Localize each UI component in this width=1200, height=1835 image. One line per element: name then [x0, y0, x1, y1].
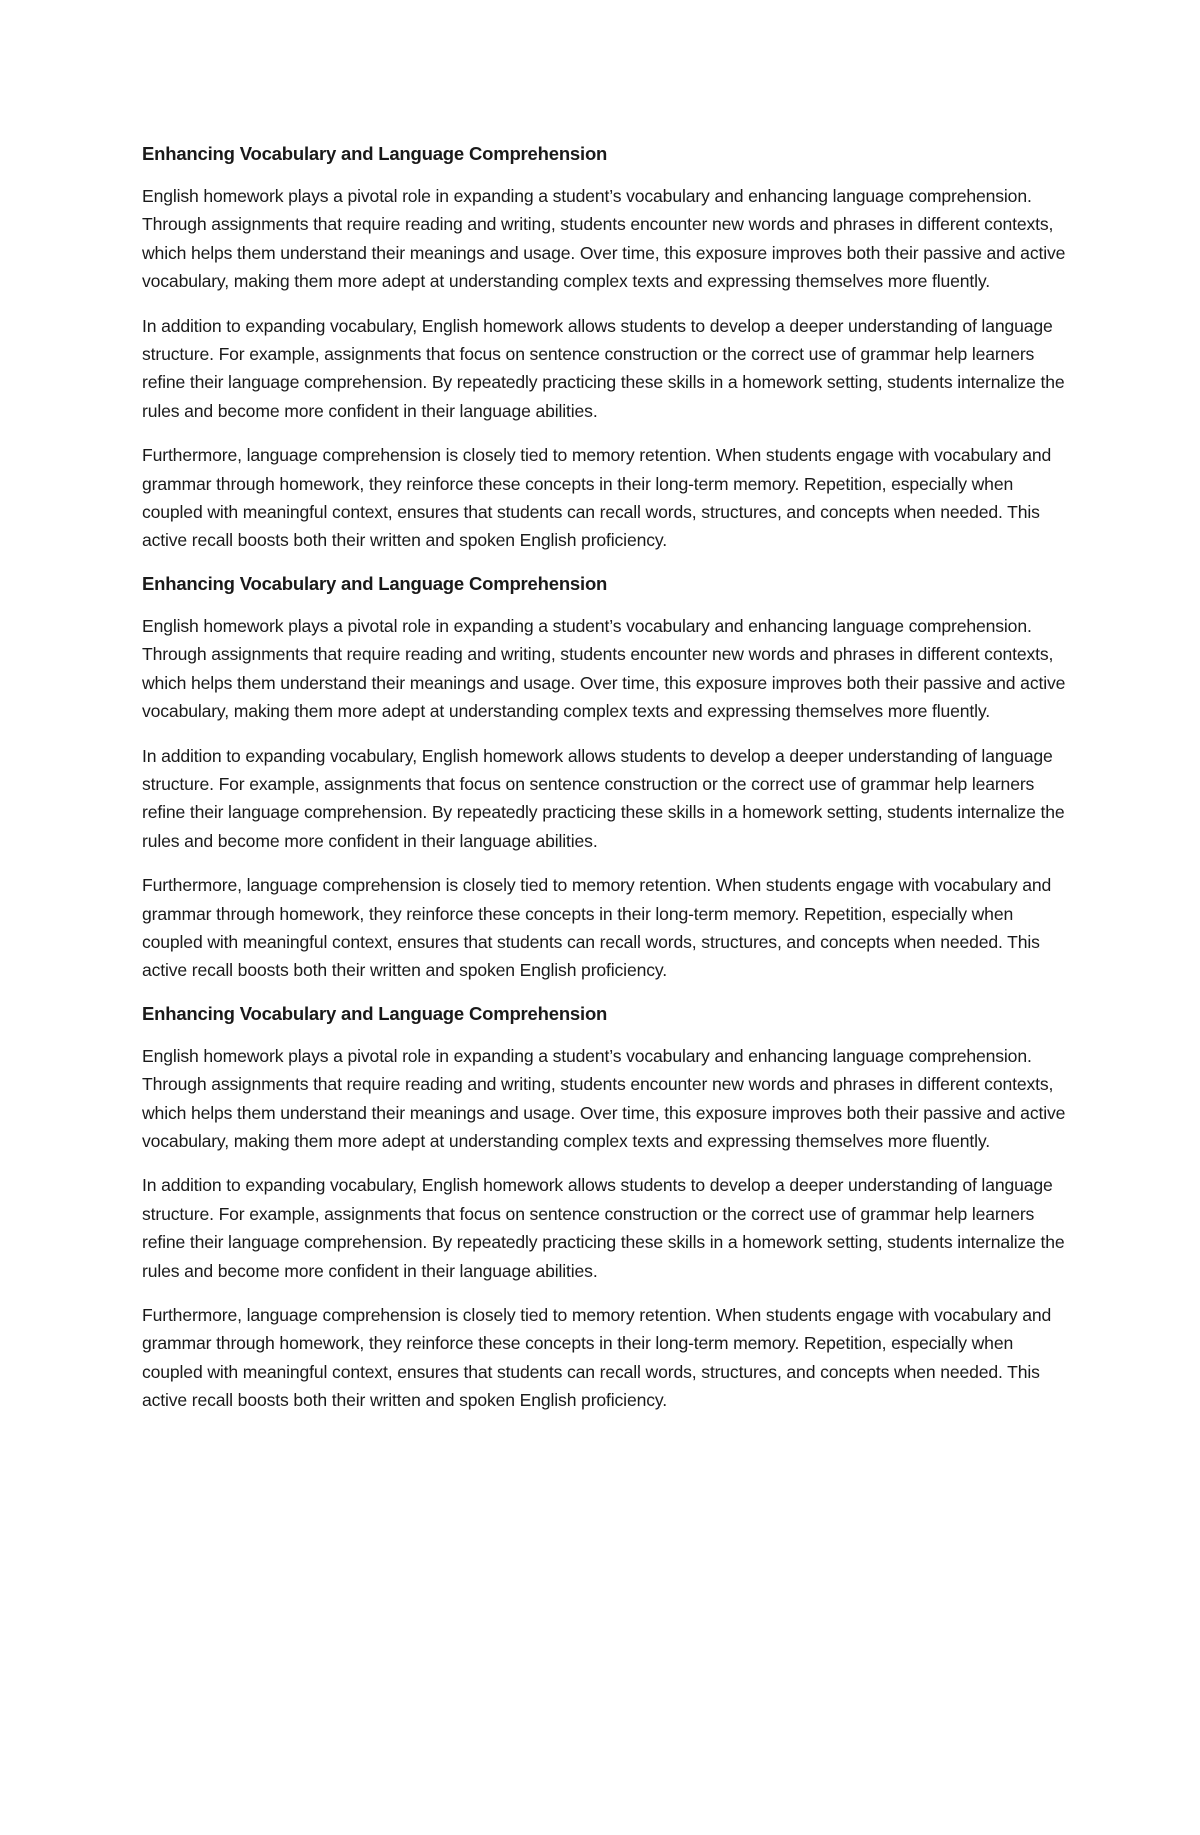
body-paragraph: Furthermore, language comprehension is closely tied to memory retention. When students engage with vocabulary and grammar through homework, they reinforce these concepts in their long-term memory. Repetition, especially when coupled with meaningful context, ensures that students can recall words, structures, and concepts when needed. This active recall boosts both their written and spoken English proficiency.	[142, 875, 1052, 981]
body-paragraph: English homework plays a pivotal role in expanding a student’s vocabulary and enhancing language comprehension. Through assignments that require reading and writing, students encounter new words and phrases in different contexts, which helps them understand their meanings and usage. Over time, this exposure improves both their passive and active vocabulary, making them more adept at understanding complex texts and expressing themselves more fluently.	[142, 1045, 1066, 1151]
body-paragraph: Furthermore, language comprehension is closely tied to memory retention. When students engage with vocabulary and grammar through homework, they reinforce these concepts in their long-term memory. Repetition, especially when coupled with meaningful context, ensures that students can recall words, structures, and concepts when needed. This active recall boosts both their written and spoken English proficiency.	[142, 445, 1052, 551]
section-heading: Enhancing Vocabulary and Language Comprehension	[142, 1002, 608, 1024]
section-heading: Enhancing Vocabulary and Language Comprehension	[142, 143, 608, 164]
body-paragraph: English homework plays a pivotal role in expanding a student’s vocabulary and enhancing language comprehension. Through assignments that require reading and writing, students encounter new words and phrases in different contexts, which helps them understand their meanings and usage. Over time, this exposure improves both their passive and active vocabulary, making them more adept at understanding complex texts and expressing themselves more fluently.	[142, 615, 1066, 722]
body-paragraph: Furthermore, language comprehension is closely tied to memory retention. When students engage with vocabulary and grammar through homework, they reinforce these concepts in their long-term memory. Repetition, especially when coupled with meaningful context, ensures that students can recall words, structures, and concepts when needed. This active recall boosts both their written and spoken English proficiency.	[142, 1305, 1052, 1411]
body-paragraph: In addition to expanding vocabulary, English homework allows students to develop a deeper understanding of language structure. For example, assignments that focus on sentence construction or the correct use of grammar help learners refine their language comprehension. By repeatedly practicing these skills in a homework setting, students internalize the rules and become more confident in their language abilities.	[142, 1175, 1065, 1281]
body-paragraph: In addition to expanding vocabulary, English homework allows students to develop a deeper understanding of language structure. For example, assignments that focus on sentence construction or the correct use of grammar help learners refine their language comprehension. By repeatedly practicing these skills in a homework setting, students internalize the rules and become more confident in their language abilities.	[142, 315, 1065, 421]
document-section	[142, 570, 1068, 985]
document-page	[142, 140, 1068, 1415]
body-paragraph: English homework plays a pivotal role in expanding a student’s vocabulary and enhancing language comprehension. Through assignments that require reading and writing, students encounter new words and phrases in different contexts, which helps them understand their meanings and usage. Over time, this exposure improves both their passive and active vocabulary, making them more adept at understanding complex texts and expressing themselves more fluently.	[142, 186, 1066, 292]
body-paragraph: In addition to expanding vocabulary, English homework allows students to develop a deeper understanding of language structure. For example, assignments that focus on sentence construction or the correct use of grammar help learners refine their language comprehension. By repeatedly practicing these skills in a homework setting, students internalize the rules and become more confident in their language abilities.	[142, 745, 1065, 851]
document-section	[142, 140, 1068, 555]
document-section	[142, 1000, 1068, 1415]
section-heading: Enhancing Vocabulary and Language Comprehension	[142, 572, 608, 594]
